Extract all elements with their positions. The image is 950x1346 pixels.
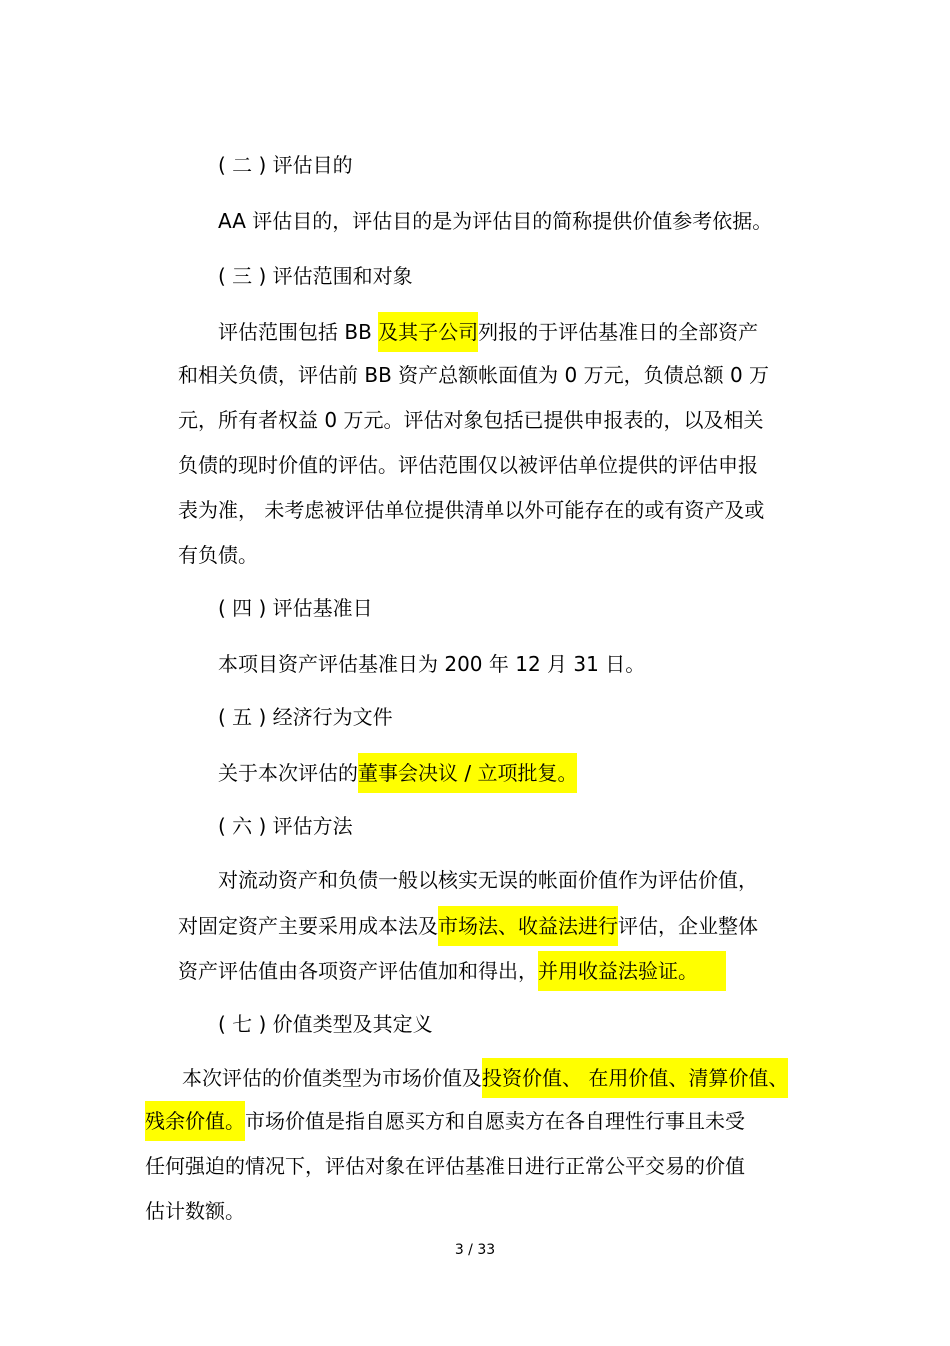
section7-line1-text: 本次评估的价值类型为市场价值及 <box>182 1066 482 1090</box>
section4-heading: ( 四 ) 评估基准日 <box>218 596 373 620</box>
section7-line2-text: 市场价值是指自愿买方和自愿卖方在各自理性行事且未受 <box>245 1109 745 1133</box>
page-number: 3 / 33 <box>454 1242 496 1258</box>
section2-body: AA 评估目的，评估目的是为评估目的简称提供价值参考依据。 <box>218 209 773 233</box>
highlight-board-resolution: 董事会决议 / 立项批复。 <box>358 753 577 793</box>
section3-line5: 表为准， 未考虑被评估单位提供清单以外可能存在的或有资产及或 <box>178 498 765 522</box>
section6-line2-text-end: 评估，企业整体 <box>618 914 758 938</box>
highlight-subsidiaries: 及其子公司 <box>378 312 478 352</box>
section3-line4: 负债的现时价值的评估。评估范围仅以被评估单位提供的评估申报 <box>178 453 758 477</box>
section7-line4: 估计数额。 <box>145 1199 245 1223</box>
section3-heading: ( 三 ) 评估范围和对象 <box>218 264 413 288</box>
section3-line1-text: 评估范围包括 BB <box>218 320 379 344</box>
section5-body-text: 关于本次评估的 <box>218 761 358 785</box>
section7-line3: 任何强迫的情况下，评估对象在评估基准日进行正常公平交易的价值 <box>145 1154 745 1178</box>
section6-line3 <box>178 956 726 986</box>
section3-line2: 和相关负债，评估前 BB 资产总额帐面值为 0 万元，负债总额 0 万 <box>178 363 770 387</box>
highlight-residual-value: 残余价值。 <box>145 1101 245 1141</box>
section4-body: 本项目资产评估基准日为 200 年 12 月 31 日。 <box>218 652 646 676</box>
section6-heading: ( 六 ) 评估方法 <box>218 814 353 838</box>
section5-heading: ( 五 ) 经济行为文件 <box>218 705 393 729</box>
section7-heading: ( 七 ) 价值类型及其定义 <box>218 1012 433 1036</box>
section6-line2 <box>178 911 758 941</box>
section2-heading: ( 二 ) 评估目的 <box>218 153 353 177</box>
section7-line1 <box>182 1063 788 1093</box>
section3-line1 <box>218 317 758 347</box>
section3-line3: 元，所有者权益 0 万元。评估对象包括已提供申报表的，以及相关 <box>178 408 764 432</box>
section6-line3-text: 资产评估值由各项资产评估值加和得出， <box>178 959 538 983</box>
section6-line2-text: 对固定资产主要采用成本法及 <box>178 914 438 938</box>
highlight-value-types: 投资价值、 在用价值、清算价值、 <box>482 1058 788 1098</box>
section5-body <box>218 758 577 788</box>
section3-line1-text-end: 列报的于评估基准日的全部资产 <box>478 320 759 344</box>
highlight-methods: 市场法、收益法进行 <box>438 906 618 946</box>
section3-line6: 有负债。 <box>178 543 258 567</box>
section7-line2 <box>145 1106 745 1136</box>
highlight-verification: 并用收益法验证。 <box>538 951 726 991</box>
section6-line1: 对流动资产和负债一般以核实无误的帐面价值作为评估价值， <box>218 868 758 892</box>
